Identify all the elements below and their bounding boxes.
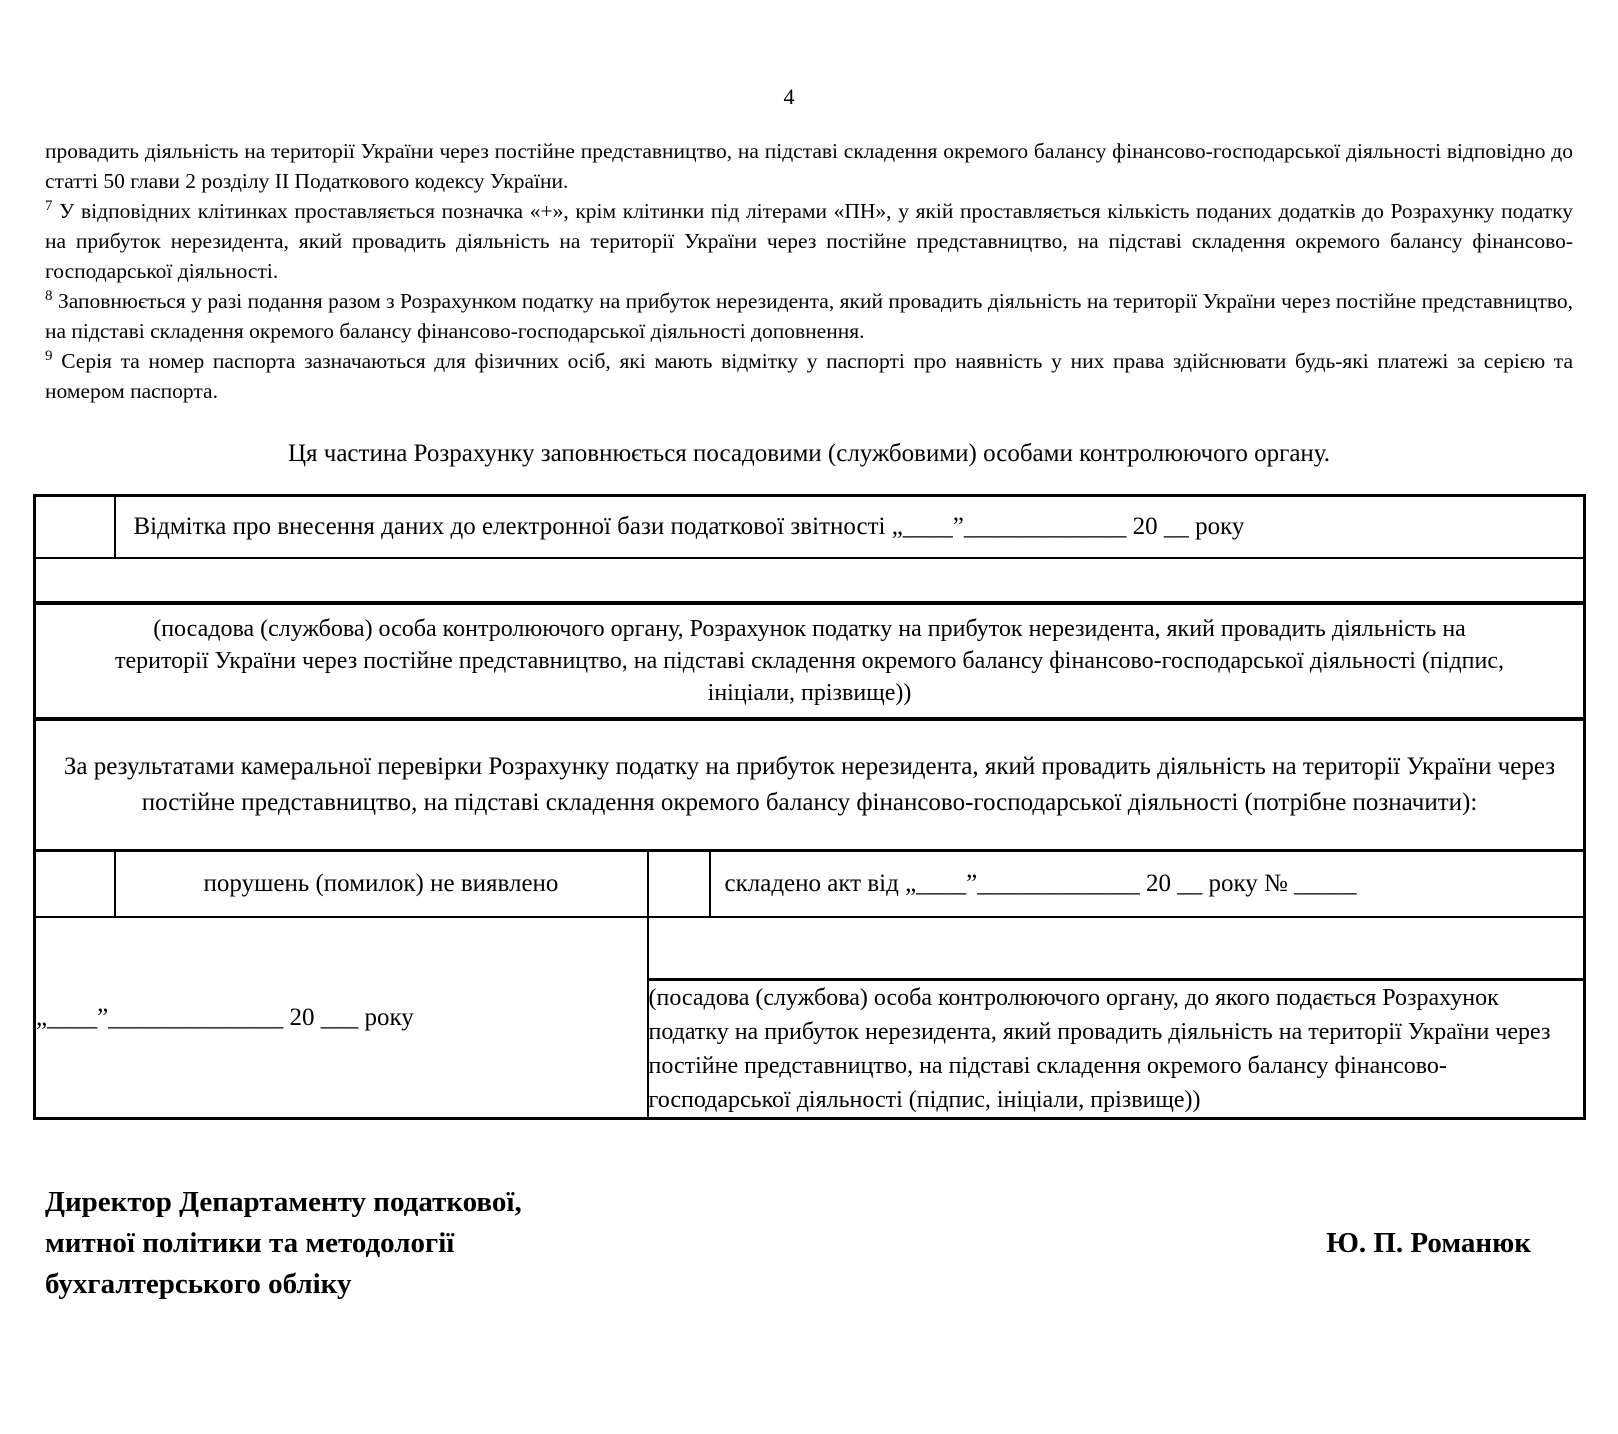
footnote-7-text: У відповідних клітинках проставляється позначка «+», крім клітинки під літерами «ПН», у якій проставляється кількість поданих додатків до Розрахунку податку на прибуток нерезидента, який провадить діяльність на території України через постійне представництво, на підставі складення окремого балансу фінансово-господарської діяльності. xyxy=(45,199,1574,283)
official-caption-cell: (посадова (службова) особа контролюючого органу, Розрахунок податку на прибуток нерезидента, який провадить діяльність на території України через постійне представництво, на підставі складення окремого балансу фінансово-господарської діяльності (підпис, ініціали, прізвище)) xyxy=(35,603,1585,719)
signatory-name: Ю. П. Романюк xyxy=(1326,1227,1531,1259)
footnote-8 xyxy=(45,286,1573,346)
bottom-row-upper xyxy=(35,917,1585,980)
no-violations-checkbox-cell[interactable] xyxy=(35,851,115,918)
footnote-9 xyxy=(45,346,1573,406)
signature-blank-cell[interactable] xyxy=(35,558,1585,603)
check-result-row xyxy=(35,719,1585,851)
violations-act-row xyxy=(35,851,1585,918)
signature-block xyxy=(45,1182,1573,1305)
section-title: Ця частина Розрахунку заповнюється посадовими (службовими) особами контролюючого органу. xyxy=(287,440,1331,467)
date-blank-cell[interactable]: „____”______________ 20 ___ року xyxy=(35,917,648,1119)
intro-paragraph: провадить діяльність на території України через постійне представництво, на підставі складення окремого балансу фінансово-господарської діяльності відповідно до статті 50 глави 2 розділу ІІ Податкового кодексу України. xyxy=(45,139,1573,193)
no-violations-label: порушень (помилок) не виявлено xyxy=(115,851,648,918)
footnote-9-marker: 9 xyxy=(45,347,53,364)
check-result-cell: За результатами камеральної перевірки Розрахунку податку на прибуток нерезидента, який провадить діяльність на території України через постійне представництво, на підставі складення окремого балансу фінансово-господарської діяльності (потрібне позначити): xyxy=(35,719,1585,851)
signatory-title-line2: митної політики та методології xyxy=(45,1227,455,1259)
act-checkbox-cell[interactable] xyxy=(648,851,710,918)
controlling-authority-table xyxy=(33,494,1586,1120)
signatory-title-line1: Директор Департаменту податкової, xyxy=(45,1186,522,1218)
act-composed-label: складено акт від „____”_____________ 20 __ року № _____ xyxy=(710,851,1585,918)
footnotes-block xyxy=(45,136,1573,406)
receiving-official-signature-blank[interactable] xyxy=(648,917,1585,980)
signatory-title xyxy=(45,1182,522,1305)
footnote-8-text: Заповнюється у разі подання разом з Розрахунком податку на прибуток нерезидента, який провадить діяльність на території України через постійне представництво, на підставі складення окремого балансу фінансово-господарської діяльності доповнення. xyxy=(45,289,1573,343)
receiving-official-caption: (посадова (службова) особа контролюючого органу, до якого подається Розрахунок податку на прибуток нерезидента, який провадить діяльність на території України через постійне представництво, на підставі складення окремого балансу фінансово-господарської діяльності (підпис, ініціали, прізвище)) xyxy=(648,980,1585,1119)
footnote-7-marker: 7 xyxy=(45,197,53,214)
emark-checkbox-cell[interactable] xyxy=(35,496,115,559)
footnote-7 xyxy=(45,196,1573,286)
official-caption-row xyxy=(35,603,1585,719)
page-number: 4 xyxy=(783,84,795,109)
signatory-title-line3: бухгалтерського обліку xyxy=(45,1268,352,1300)
footnote-8-marker: 8 xyxy=(45,287,53,304)
emark-row xyxy=(35,496,1585,559)
footnote-9-text: Серія та номер паспорта зазначаються для фізичних осіб, які мають відмітку у паспорті про наявність у них права здійснювати будь-які платежі за серією та номером паспорта. xyxy=(45,349,1574,403)
emark-label: Відмітка про внесення даних до електронної бази податкової звітності „____”_____________ 20 __ року xyxy=(115,496,1585,559)
signature-blank-row xyxy=(35,558,1585,603)
